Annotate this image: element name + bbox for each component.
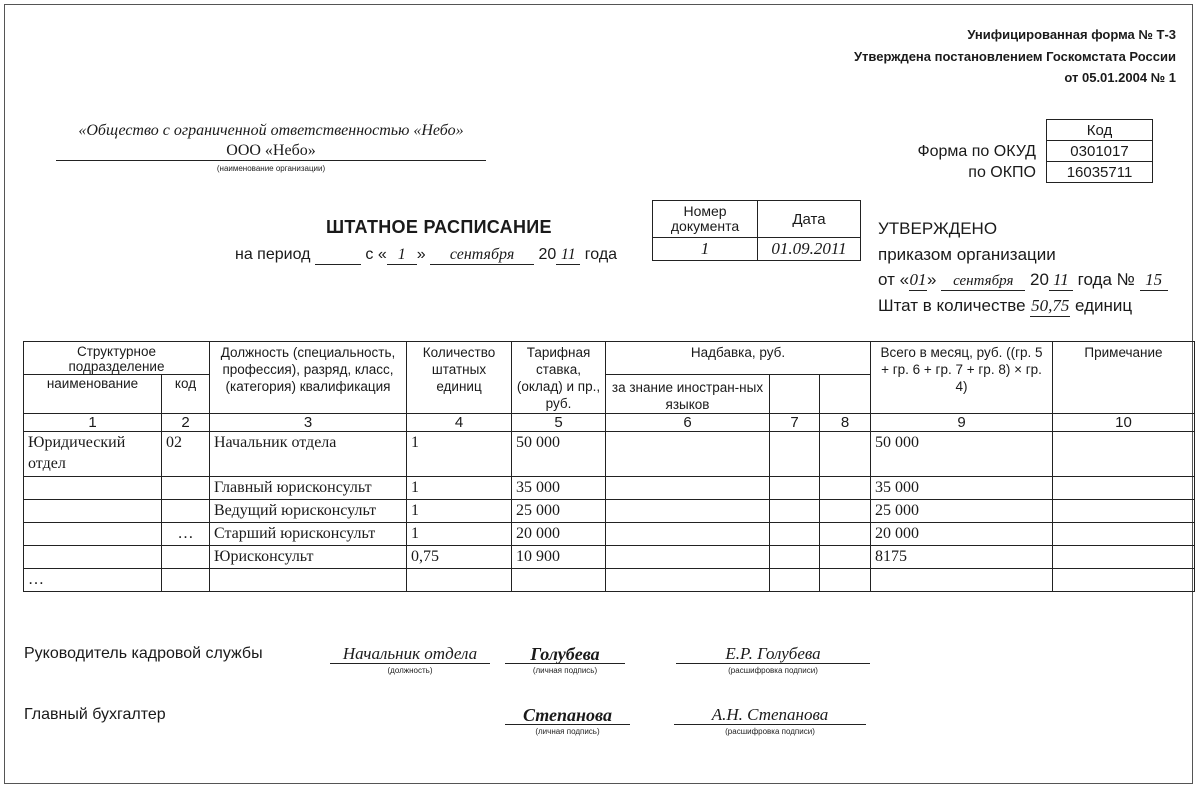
- approved-year-prefix: 20: [1029, 270, 1049, 289]
- cell-note: [1053, 432, 1195, 477]
- cell-col8: [820, 523, 871, 546]
- hr-signature: Голубева: [505, 644, 625, 664]
- period-label: на период: [235, 246, 311, 263]
- cell-note: [1053, 523, 1195, 546]
- cell-total: 35 000: [871, 477, 1053, 500]
- cell-allowance: [606, 523, 770, 546]
- staff-unit: единиц: [1075, 296, 1133, 315]
- header-division-name: наименование: [24, 375, 162, 414]
- cell-position: Главный юрисконсульт: [210, 477, 407, 500]
- approved-title: УТВЕРЖДЕНО: [878, 219, 998, 238]
- cell-col7: [770, 546, 820, 569]
- staff-count-line: [878, 296, 1132, 317]
- form-header-line2: Утверждена постановлением Госкомстата России: [853, 49, 1176, 64]
- cell-code: 02: [162, 432, 210, 477]
- header-units: Количество штатных единиц: [407, 342, 512, 414]
- cell-col7: [770, 477, 820, 500]
- cell-units: 1: [407, 523, 512, 546]
- period-year-prefix: 20: [538, 246, 557, 263]
- cell-note: [1053, 569, 1195, 592]
- cell-col7: [770, 500, 820, 523]
- accountant-signature: Степанова: [505, 705, 630, 725]
- cell-division: [24, 523, 162, 546]
- header-division: Структурное подразделение: [24, 342, 210, 375]
- header-total: Всего в месяц, руб. ((гр. 5 + гр. 6 + гр. 7 + гр. 8) × гр. 4): [871, 342, 1053, 414]
- accountant-name: А.Н. Степанова: [674, 705, 866, 725]
- cell-units: 1: [407, 500, 512, 523]
- form-header-line3: от 05.01.2004 № 1: [1064, 70, 1176, 85]
- cell-col7: [770, 523, 820, 546]
- hr-name: Е.Р. Голубева: [676, 644, 870, 664]
- period-day: 1: [387, 246, 417, 265]
- cell-rate: 10 900: [512, 546, 606, 569]
- cell-allowance: [606, 432, 770, 477]
- header-allowance: Надбавка, руб.: [606, 342, 871, 375]
- hr-position-caption: (должность): [387, 666, 433, 675]
- cell-code: [162, 546, 210, 569]
- table-row: [24, 477, 1195, 500]
- cell-col8: [820, 432, 871, 477]
- cell-rate: 20 000: [512, 523, 606, 546]
- approved-month: сентября: [941, 273, 1025, 291]
- cell-code: [162, 569, 210, 592]
- staff-table: [23, 341, 1195, 592]
- header-rate: Тарифная ставка, (оклад) и пр., руб.: [512, 342, 606, 414]
- cell-col8: [820, 546, 871, 569]
- cell-note: [1053, 546, 1195, 569]
- cell-units: 0,75: [407, 546, 512, 569]
- cell-units: [407, 569, 512, 592]
- cell-allowance: [606, 569, 770, 592]
- codes-table: [1046, 119, 1153, 183]
- col-number: 3: [210, 414, 407, 432]
- org-caption: (наименование организации): [216, 164, 326, 173]
- period-month: сентября: [430, 246, 534, 265]
- cell-allowance: [606, 500, 770, 523]
- cell-units: 1: [407, 477, 512, 500]
- cell-rate: [512, 569, 606, 592]
- cell-total: 25 000: [871, 500, 1053, 523]
- col-number: 8: [820, 414, 871, 432]
- cell-total: 50 000: [871, 432, 1053, 477]
- staff-label: Штат в количестве: [878, 296, 1026, 315]
- cell-units: 1: [407, 432, 512, 477]
- col-number: 4: [407, 414, 512, 432]
- col-number: 7: [770, 414, 820, 432]
- hr-name-caption: (расшифровка подписи): [728, 666, 818, 675]
- page-title: ШТАТНОЕ РАСПИСАНИЕ: [326, 217, 552, 237]
- cell-col7: [770, 569, 820, 592]
- period-line: [235, 246, 617, 265]
- col-number: 10: [1053, 414, 1195, 432]
- col-number: 6: [606, 414, 770, 432]
- approved-number-label: года №: [1077, 270, 1135, 289]
- doc-number-value: 1: [653, 238, 758, 261]
- cell-note: [1053, 500, 1195, 523]
- cell-code: [162, 500, 210, 523]
- period-year-word: года: [584, 246, 618, 263]
- cell-total: 20 000: [871, 523, 1053, 546]
- staff-value: 50,75: [1031, 296, 1070, 315]
- cell-allowance: [606, 546, 770, 569]
- approved-from-label: от «: [878, 270, 910, 289]
- approved-day: 01: [909, 270, 927, 289]
- cell-division: [24, 500, 162, 523]
- approved-quote: »: [927, 270, 937, 289]
- cell-division: …: [24, 569, 162, 592]
- approved-date-line: [878, 270, 1168, 291]
- cell-total: 8175: [871, 546, 1053, 569]
- cell-col8: [820, 477, 871, 500]
- org-full-name: «Общество с ограниченной ответственностью «Небо»: [78, 122, 464, 139]
- okpo-value: 16035711: [1047, 162, 1153, 183]
- table-row: [24, 500, 1195, 523]
- cell-position: Юрисконсульт: [210, 546, 407, 569]
- header-language: за знание иностран-ных языков: [606, 375, 770, 414]
- cell-code: [162, 477, 210, 500]
- table-row: [24, 523, 1195, 546]
- col-number: 9: [871, 414, 1053, 432]
- okpo-label: по ОКПО: [968, 164, 1036, 181]
- cell-total: [871, 569, 1053, 592]
- col-number: 5: [512, 414, 606, 432]
- hr-label: Руководитель кадровой службы: [24, 645, 263, 662]
- header-position: Должность (специальность, профессия), разряд, класс, (категория) квалификация: [210, 342, 407, 414]
- okud-label: Форма по ОКУД: [917, 143, 1036, 160]
- header-col7: [770, 375, 820, 414]
- cell-position: Ведущий юрисконсульт: [210, 500, 407, 523]
- header-col8: [820, 375, 871, 414]
- cell-position: Старший юрисконсульт: [210, 523, 407, 546]
- cell-col8: [820, 569, 871, 592]
- cell-col7: [770, 432, 820, 477]
- doc-info-table: [652, 200, 861, 261]
- period-quote: »: [416, 246, 426, 263]
- header-note: Примечание: [1053, 342, 1195, 414]
- accountant-label: Главный бухгалтер: [24, 706, 166, 723]
- codes-header: Код: [1047, 120, 1153, 141]
- period-year-suffix: 11: [556, 246, 580, 265]
- table-row: [24, 546, 1195, 569]
- form-header-line1: Унифицированная форма № Т-3: [967, 27, 1176, 42]
- cell-note: [1053, 477, 1195, 500]
- column-numbers-row: [24, 414, 1195, 432]
- table-row: [24, 432, 1195, 477]
- cell-division: Юридический отдел: [24, 432, 162, 477]
- org-short-name: ООО «Небо»: [56, 142, 486, 161]
- col-number: 1: [24, 414, 162, 432]
- approved-year-suffix: 11: [1049, 270, 1073, 291]
- okud-value: 0301017: [1047, 141, 1153, 162]
- doc-date-value: 01.09.2011: [758, 238, 861, 261]
- approved-number: 15: [1140, 270, 1168, 291]
- cell-division: [24, 546, 162, 569]
- doc-date-header: Дата: [758, 201, 861, 238]
- cell-rate: 50 000: [512, 432, 606, 477]
- period-blank: [315, 246, 361, 265]
- table-row: [24, 569, 1195, 592]
- hr-signature-caption: (личная подпись): [532, 666, 598, 675]
- cell-col8: [820, 500, 871, 523]
- cell-rate: 35 000: [512, 477, 606, 500]
- cell-allowance: [606, 477, 770, 500]
- hr-position: Начальник отдела: [330, 644, 490, 664]
- cell-position: [210, 569, 407, 592]
- cell-position: Начальник отдела: [210, 432, 407, 477]
- header-division-code: код: [162, 375, 210, 414]
- cell-rate: 25 000: [512, 500, 606, 523]
- col-number: 2: [162, 414, 210, 432]
- approved-order-label: приказом организации: [878, 245, 1056, 264]
- accountant-signature-caption: (личная подпись): [535, 727, 600, 736]
- accountant-name-caption: (расшифровка подписи): [725, 727, 815, 736]
- cell-division: [24, 477, 162, 500]
- cell-code: …: [162, 523, 210, 546]
- period-from-label: с «: [365, 246, 387, 263]
- doc-number-header: Номер документа: [653, 201, 758, 238]
